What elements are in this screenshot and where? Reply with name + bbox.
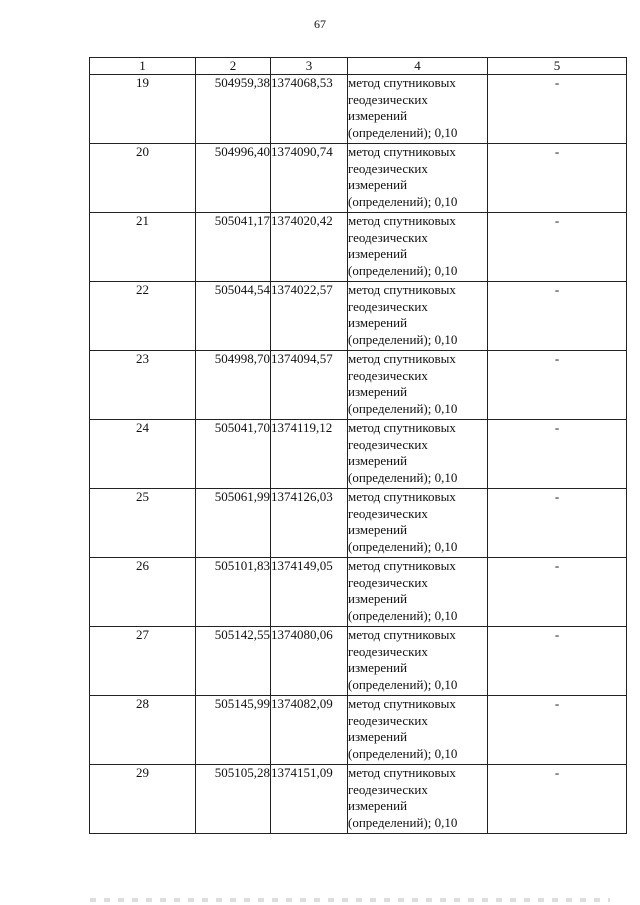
method-line: измерений	[348, 384, 408, 399]
method-line: метод спутниковых	[348, 558, 456, 573]
note-cell: -	[488, 627, 627, 696]
x-coordinate-cell: 505041,17	[196, 213, 271, 282]
x-coordinate-cell: 505105,28	[196, 765, 271, 834]
y-coordinate-cell: 1374119,12	[271, 420, 348, 489]
note-cell: -	[488, 558, 627, 627]
method-line: метод спутниковых	[348, 75, 456, 90]
method-line: (определений); 0,10	[348, 814, 458, 830]
scan-artifact	[90, 898, 610, 902]
method-line: измерений	[348, 453, 408, 468]
point-number-cell: 21	[90, 213, 196, 282]
method-cell	[348, 627, 488, 696]
y-coordinate-cell: 1374126,03	[271, 489, 348, 558]
table-row	[90, 627, 627, 696]
method-line: геодезических	[348, 505, 428, 521]
method-line: метод спутниковых	[348, 489, 456, 504]
method-line: (определений); 0,10	[348, 124, 458, 140]
note-cell: -	[488, 213, 627, 282]
note-cell: -	[488, 489, 627, 558]
point-number-cell: 20	[90, 144, 196, 213]
page-number: 67	[314, 17, 326, 31]
table-header-row	[90, 58, 627, 75]
column-header: 3	[271, 58, 348, 75]
y-coordinate-cell: 1374080,06	[271, 627, 348, 696]
table-row	[90, 765, 627, 834]
column-header: 4	[348, 58, 488, 75]
y-coordinate-cell: 1374094,57	[271, 351, 348, 420]
method-cell	[348, 765, 488, 834]
note-cell: -	[488, 75, 627, 144]
method-cell	[348, 351, 488, 420]
method-line: геодезических	[348, 229, 428, 245]
y-coordinate-cell: 1374082,09	[271, 696, 348, 765]
method-line: метод спутниковых	[348, 351, 456, 366]
y-coordinate-cell: 1374020,42	[271, 213, 348, 282]
method-line: (определений); 0,10	[348, 538, 458, 554]
table-row	[90, 696, 627, 765]
x-coordinate-cell: 504996,40	[196, 144, 271, 213]
table-row	[90, 213, 627, 282]
y-coordinate-cell: 1374090,74	[271, 144, 348, 213]
point-number-cell: 19	[90, 75, 196, 144]
method-line: (определений); 0,10	[348, 676, 458, 692]
method-line: метод спутниковых	[348, 765, 456, 780]
x-coordinate-cell: 505041,70	[196, 420, 271, 489]
point-number-cell: 29	[90, 765, 196, 834]
y-coordinate-cell: 1374151,09	[271, 765, 348, 834]
method-line: геодезических	[348, 712, 428, 728]
x-coordinate-cell: 505044,54	[196, 282, 271, 351]
x-coordinate-cell: 504998,70	[196, 351, 271, 420]
method-line: измерений	[348, 246, 408, 261]
method-line: (определений); 0,10	[348, 469, 458, 485]
table-row	[90, 282, 627, 351]
method-line: геодезических	[348, 574, 428, 590]
method-line: измерений	[348, 177, 408, 192]
table-row	[90, 75, 627, 144]
method-cell	[348, 213, 488, 282]
column-header: 5	[488, 58, 627, 75]
note-cell: -	[488, 282, 627, 351]
point-number-cell: 27	[90, 627, 196, 696]
point-number-cell: 25	[90, 489, 196, 558]
column-header: 2	[196, 58, 271, 75]
method-line: метод спутниковых	[348, 282, 456, 297]
x-coordinate-cell: 505145,99	[196, 696, 271, 765]
point-number-cell: 24	[90, 420, 196, 489]
table-row	[90, 144, 627, 213]
column-header: 1	[90, 58, 196, 75]
point-number-cell: 26	[90, 558, 196, 627]
method-line: геодезических	[348, 91, 428, 107]
table-row	[90, 558, 627, 627]
note-cell: -	[488, 420, 627, 489]
method-line: (определений); 0,10	[348, 262, 458, 278]
note-cell: -	[488, 144, 627, 213]
method-line: метод спутниковых	[348, 696, 456, 711]
coordinates-table	[89, 57, 627, 834]
point-number-cell: 28	[90, 696, 196, 765]
method-line: геодезических	[348, 298, 428, 314]
x-coordinate-cell: 505061,99	[196, 489, 271, 558]
note-cell: -	[488, 351, 627, 420]
method-line: метод спутниковых	[348, 213, 456, 228]
y-coordinate-cell: 1374022,57	[271, 282, 348, 351]
point-number-cell: 23	[90, 351, 196, 420]
y-coordinate-cell: 1374068,53	[271, 75, 348, 144]
method-line: метод спутниковых	[348, 420, 456, 435]
method-cell	[348, 420, 488, 489]
method-line: геодезических	[348, 781, 428, 797]
method-line: (определений); 0,10	[348, 400, 458, 416]
method-line: (определений); 0,10	[348, 193, 458, 209]
table-row	[90, 351, 627, 420]
method-line: измерений	[348, 522, 408, 537]
method-line: метод спутниковых	[348, 144, 456, 159]
method-line: измерений	[348, 798, 408, 813]
method-line: измерений	[348, 591, 408, 606]
method-line: (определений); 0,10	[348, 607, 458, 623]
method-cell	[348, 558, 488, 627]
method-cell	[348, 75, 488, 144]
method-line: (определений); 0,10	[348, 745, 458, 761]
method-line: геодезических	[348, 160, 428, 176]
x-coordinate-cell: 505142,55	[196, 627, 271, 696]
method-line: геодезических	[348, 367, 428, 383]
method-line: измерений	[348, 108, 408, 123]
method-line: геодезических	[348, 643, 428, 659]
method-line: измерений	[348, 660, 408, 675]
x-coordinate-cell: 504959,38	[196, 75, 271, 144]
method-line: измерений	[348, 315, 408, 330]
method-cell	[348, 282, 488, 351]
note-cell: -	[488, 765, 627, 834]
method-line: метод спутниковых	[348, 627, 456, 642]
note-cell: -	[488, 696, 627, 765]
point-number-cell: 22	[90, 282, 196, 351]
y-coordinate-cell: 1374149,05	[271, 558, 348, 627]
method-line: измерений	[348, 729, 408, 744]
method-line: (определений); 0,10	[348, 331, 458, 347]
method-line: геодезических	[348, 436, 428, 452]
table-body	[90, 75, 627, 834]
method-cell	[348, 696, 488, 765]
table-row	[90, 420, 627, 489]
table-row	[90, 489, 627, 558]
x-coordinate-cell: 505101,83	[196, 558, 271, 627]
method-cell	[348, 489, 488, 558]
method-cell	[348, 144, 488, 213]
